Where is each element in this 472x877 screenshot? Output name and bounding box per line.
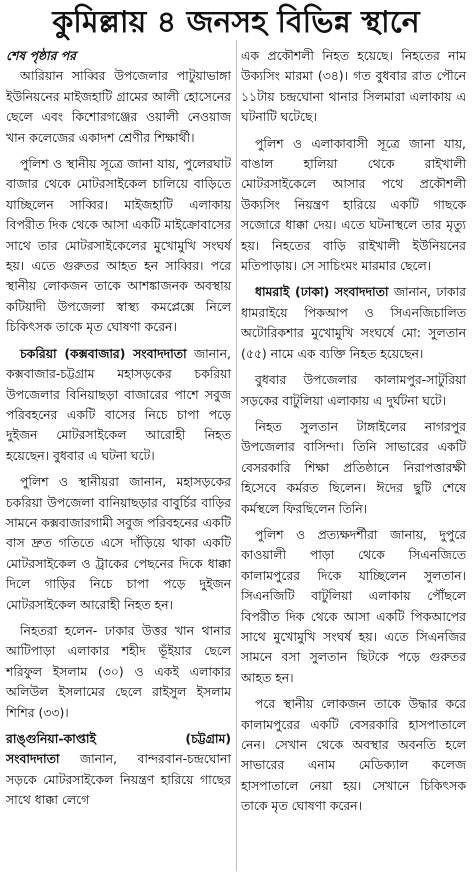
paragraph-text: জানান, কক্সবাজার-চট্টগ্রাম মহাসড়কের চকরিয়া উপজেলার বিনিয়াছড়া বাজারের পাশে সবুজ পরিবহনের একটি বাসের নিচে চাপা পড়ে দুইজন মোটরসাইকেল আরোহী নিহত হয়েছেন। বুধবার এ ঘটনা ঘটে। <box>6 345 231 463</box>
right-column <box>241 46 466 823</box>
paragraph: পুলিশ ও প্রত্যক্ষদর্শীরা জানায়, দুপুরে কাওয়ালী পাড়া থেকে সিএনজিতে কালামপুরের দিকে যাচ্ছিলেন সুলতান। সিএনজিটি বাটুলিয়া এলাকায় পৌঁছলে বিপরীত দিক থেকে আসা একটি পিকআপের সাথে মুখোমুখি সংঘর্ষ হয়। এতে সিএনজির সামনে বসা সুলতান ছিটকে পড়ে গুরুতর আহত হন। <box>241 526 466 685</box>
paragraph <box>6 344 231 466</box>
paragraph: বুধবার উপজেলার কালামপুর-সাটুরিয়া সড়কের বাটুলিয়া এলাকায় এ দুর্ঘটনা ঘটে। <box>241 372 466 408</box>
paragraph: পুলিশ ও স্থানীয় সূত্রে জানা যায়, পুলেরঘাট বাজার থেকে মোটরসাইকেল চালিয়ে বাড়িতে যাচ্ছিলেন সাব্বির। মাইজহাটি এলাকায় বিপরীত দিক থেকে আসা একটি মাইক্রোবাসের সাথে তার মোটরসাইকেলের মুখোমুখি সংঘর্ষ হয়। এতে গুরুতর আহত হন সাব্বির। পরে স্থানীয় লোকজন তাকে আশঙ্কাজনক অবস্থায় কটিয়াদী উপজেলা স্বাস্থ্য কমপ্লেক্সে নিলে চিকিৎসক তাকে মৃত ঘোষণা করেন। <box>6 156 231 335</box>
paragraph: পুলিশ ও স্থানীয়রা জানান, মহাসড়কের চকরিয়া উপজেলা বানিয়াছড়ার বাবুর্চির বাড়ির সামনে কক্সবাজারগামী সবুজ পরিবহনের একটি বাস দ্রুত গতিতে এসে দাঁড়িয়ে থাকা একটি মোটরসাইকেল ও ট্রাকের পেছনের দিকে ধাক্কা দিলে গাড়ির নিচে চাপা পড়ে দুইজন মোটরসাইকেল আরোহী নিহত হন। <box>6 474 231 612</box>
paragraph-text: জানান, বান্দরবান-চন্দ্রঘোনা সড়কে মোটরসাইকেল নিয়ন্ত্রণ হারিয়ে গাছের সাথে ধাক্কা লেগে <box>6 751 231 808</box>
byline: ধামরাই (ঢাকা) সংবাদদাতা <box>255 284 389 300</box>
dateline <box>6 729 231 749</box>
paragraph: নিহতরা হলেন- ঢাকার উত্তর খান থানার আটিপাড়া এলাকার শহীদ ভূঁইয়ার ছেলে শরিফুল ইসলাম (৩০) ও একই এলাকার অলিউল ইসলামের ছেলে রাইসুল ইসলাম শিশির (৩৩)। <box>6 622 231 720</box>
paragraph: নিহত সুলতান টাঙ্গাইলের নাগরপুর উপজেলার বাসিন্দা। তিনি সাভারের একটি বেসরকারি শিক্ষা প্রতিষ্ঠানে নিরাপত্তারক্ষী হিসেবে কর্মরত ছিলেন। ঈদের ছুটি শেষে কর্মস্থলে ফিরছিলেন তিনি। <box>241 418 466 516</box>
paragraph: এক প্রকৌশলী নিহত হয়েছে। নিহতের নাম উক্যসিং মারমা (৩৪)। গত বুধবার রাত পৌনে ১১টায় চন্দ্রঘোনা থানার সিলমারা এলাকায় এ ঘটনাটি ঘটেছে। <box>241 48 466 125</box>
headline: কুমিল্লায় ৪ জনসহ বিভিন্ন স্থানে <box>52 5 420 40</box>
dateline-place: রাঙ্গুনিয়া-কাপ্তাই <box>6 731 96 746</box>
column-divider <box>236 40 237 871</box>
paragraph <box>6 749 231 810</box>
paragraph: আরিয়ান সাব্বির উপজেলার পাটুয়াভাঙ্গা ইউনিয়নের মাইজহাটি গ্রামের আলী হোসেনের ছেলে এবং কিশোরগঞ্জের ওয়ালী নেওয়াজ খান কলেজের একাদশ শ্রেণীর শিক্ষার্থী। <box>6 68 231 145</box>
byline: চকরিয়া (কক্সবাজার) সংবাদদাতা <box>20 345 187 361</box>
byline: সংবাদদাতা <box>6 751 60 767</box>
continuation-label: শেষ পৃষ্ঠার পর <box>6 48 76 63</box>
paragraph: পরে স্থানীয় লোকজন তাকে উদ্ধার করে কালামপুরের একটি বেসরকারি হাসপাতালে নেন। সেখান থেকে অবস্থার অবনতি হলে সাভারের এনাম মেডিক্যাল কলেজ হাসপাতালে নেয়া হয়। সেখানে চিকিৎসক তাকে মৃত ঘোষণা করেন। <box>241 696 466 814</box>
paragraph <box>241 282 466 364</box>
paragraph: পুলিশ ও এলাকাবাসী সূত্রে জানা যায়, বাঙাল হালিয়া থেকে রাইখালী মোটরসাইকেলে আসার পথে প্রকৌশলী উক্যসিং নিয়ন্ত্রণ হারিয়ে একটি গাছকে সজোরে ধাক্কা দেয়। এতে ঘটনাস্থলে তার মৃত্যু হয়। নিহতের বাড়ি রাইখালী ইউনিয়নের মতিপাড়ায়। সে সাচিংমং মারমার ছেলে। <box>241 135 466 274</box>
left-column <box>6 46 231 823</box>
dateline-district: (চট্টগ্রাম) <box>185 731 231 746</box>
paragraph-text: জানান, ঢাকার ধামরাইয়ে পিকআপ ও সিএনজিচালিত অটোরিকশার মুখোমুখি সংঘর্ষে মো: সুলতান (৫৫) নামে এক ব্যক্তি নিহত হয়েছেন। <box>241 284 466 361</box>
